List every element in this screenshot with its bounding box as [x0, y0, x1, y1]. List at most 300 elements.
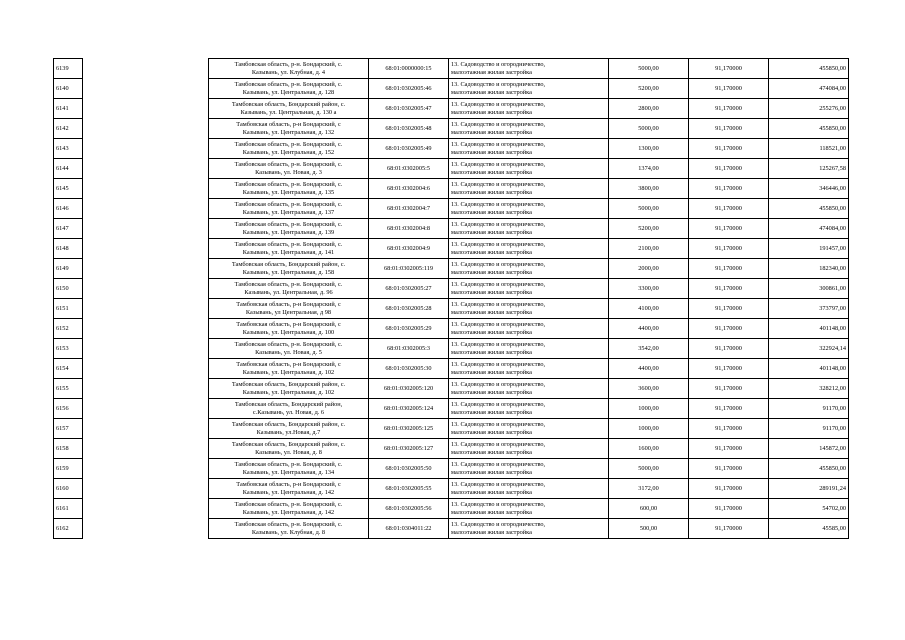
- land-use-line-1: 13. Садоводство и огородничество,: [451, 241, 546, 249]
- area-value: 4100,00: [609, 299, 689, 319]
- row-number: 6156: [54, 399, 83, 419]
- specific-value-rate: 91,170000: [689, 399, 769, 419]
- table-row: [54, 239, 849, 259]
- land-use-line-1: 13. Садоводство и огородничество,: [451, 441, 546, 449]
- cadastral-value: 373797,00: [769, 299, 849, 319]
- land-use-line-1: 13. Садоводство и огородничество,: [451, 501, 546, 509]
- spacer-cell: [83, 459, 209, 479]
- address-cell: [209, 179, 369, 199]
- land-use-line-2: малоэтажная жилая застройка: [451, 528, 532, 536]
- cadastral-number: 68:01:0302005:49: [369, 139, 449, 159]
- address-line-1: Тамбовская область, Бондарский район, с.: [231, 261, 346, 269]
- table-row: [54, 159, 849, 179]
- land-use-cell: [449, 159, 609, 179]
- cadastral-number: 68:01:0302005:27: [369, 279, 449, 299]
- row-number: 6153: [54, 339, 83, 359]
- cadastral-number: 68:01:0302004:7: [369, 199, 449, 219]
- cadastral-value: 125267,58: [769, 159, 849, 179]
- spacer-cell: [83, 239, 209, 259]
- address-line-1: Тамбовская область, р-н. Бондарский, с.: [234, 501, 343, 509]
- address-cell: [209, 299, 369, 319]
- row-number: 6144: [54, 159, 83, 179]
- land-use-line-1: 13. Садоводство и огородничество,: [451, 141, 546, 149]
- land-use-cell: [449, 59, 609, 79]
- area-value: 3600,00: [609, 379, 689, 399]
- area-value: 5000,00: [609, 459, 689, 479]
- land-use-line-1: 13. Садоводство и огородничество,: [451, 61, 546, 69]
- cadastral-value: 45585,00: [769, 519, 849, 539]
- area-value: 1000,00: [609, 399, 689, 419]
- spacer-cell: [83, 319, 209, 339]
- address-line-2: Казывань, ул. Центральная, д. 132: [242, 128, 335, 136]
- land-use-line-1: 13. Садоводство и огородничество,: [451, 481, 546, 489]
- address-cell: [209, 219, 369, 239]
- land-use-line-2: малоэтажная жилая застройка: [451, 228, 532, 236]
- cadastral-number: 68:01:0302005:29: [369, 319, 449, 339]
- table-row: [54, 179, 849, 199]
- row-number: 6158: [54, 439, 83, 459]
- specific-value-rate: 91,170000: [689, 259, 769, 279]
- address-line-1: Тамбовская область, р-н. Бондарский, с.: [234, 161, 343, 169]
- address-line-1: Тамбовская область, р-н. Бондарский, с.: [234, 241, 343, 249]
- row-number: 6139: [54, 59, 83, 79]
- address-line-2: Казывань, ул. Центральная, д. 137: [242, 208, 335, 216]
- cadastral-value: 118521,00: [769, 139, 849, 159]
- table-row: [54, 379, 849, 399]
- cadastral-number: 68:01:0302005:120: [369, 379, 449, 399]
- land-use-cell: [449, 479, 609, 499]
- cadastral-value: 474084,00: [769, 219, 849, 239]
- land-use-line-1: 13. Садоводство и огородничество,: [451, 381, 546, 389]
- land-use-line-2: малоэтажная жилая застройка: [451, 128, 532, 136]
- spacer-cell: [83, 519, 209, 539]
- area-value: 5000,00: [609, 199, 689, 219]
- land-use-cell: [449, 139, 609, 159]
- land-use-line-2: малоэтажная жилая застройка: [451, 428, 532, 436]
- land-use-cell: [449, 119, 609, 139]
- row-number: 6151: [54, 299, 83, 319]
- table-row: [54, 199, 849, 219]
- cadastral-value: 401148,00: [769, 319, 849, 339]
- address-cell: [209, 79, 369, 99]
- address-cell: [209, 259, 369, 279]
- address-line-2: Казывань, ул. Центральная, д. 158: [242, 268, 335, 276]
- address-cell: [209, 99, 369, 119]
- address-cell: [209, 119, 369, 139]
- address-line-2: Казывань, ул. Центральная, д. 142: [242, 508, 335, 516]
- address-line-2: с.Казывань, ул. Новая, д. 6: [252, 408, 325, 416]
- table-row: [54, 499, 849, 519]
- land-use-line-1: 13. Садоводство и огородничество,: [451, 81, 546, 89]
- cadastral-number: 68:01:0302005:56: [369, 499, 449, 519]
- address-cell: [209, 419, 369, 439]
- address-line-2: Казывань, ул. Центральная, д. 102: [242, 368, 335, 376]
- cadastral-value: 191457,00: [769, 239, 849, 259]
- address-line-1: Тамбовская область, р-н Бондарский, с: [236, 481, 341, 489]
- table-body: [54, 59, 849, 539]
- cadastral-number: 68:01:0302005:5: [369, 159, 449, 179]
- specific-value-rate: 91,170000: [689, 459, 769, 479]
- row-number: 6142: [54, 119, 83, 139]
- table-row: [54, 339, 849, 359]
- land-use-line-2: малоэтажная жилая застройка: [451, 248, 532, 256]
- address-cell: [209, 339, 369, 359]
- address-cell: [209, 379, 369, 399]
- spacer-cell: [83, 359, 209, 379]
- row-number: 6148: [54, 239, 83, 259]
- table-row: [54, 459, 849, 479]
- land-use-line-1: 13. Садоводство и огородничество,: [451, 461, 546, 469]
- address-line-2: Казывань, ул. Центральная, д. 100: [242, 328, 335, 336]
- address-line-2: Казывань, ул Центральная, д 98: [245, 308, 332, 316]
- land-use-line-2: малоэтажная жилая застройка: [451, 88, 532, 96]
- land-use-cell: [449, 199, 609, 219]
- table-row: [54, 59, 849, 79]
- cadastral-number: 68:01:0302005:124: [369, 399, 449, 419]
- spacer-cell: [83, 199, 209, 219]
- address-cell: [209, 159, 369, 179]
- area-value: 1300,00: [609, 139, 689, 159]
- land-use-line-1: 13. Садоводство и огородничество,: [451, 421, 546, 429]
- cadastral-number: 68:01:0302005:119: [369, 259, 449, 279]
- spacer-cell: [83, 99, 209, 119]
- cadastral-value: 455850,00: [769, 119, 849, 139]
- land-use-line-2: малоэтажная жилая застройка: [451, 108, 532, 116]
- cadastral-number: 68:01:0302005:30: [369, 359, 449, 379]
- address-line-1: Тамбовская область, р-н. Бондарский, с.: [234, 201, 343, 209]
- table-row: [54, 99, 849, 119]
- land-use-line-2: малоэтажная жилая застройка: [451, 288, 532, 296]
- area-value: 3172,00: [609, 479, 689, 499]
- spacer-cell: [83, 59, 209, 79]
- table-row: [54, 479, 849, 499]
- land-use-line-2: малоэтажная жилая застройка: [451, 448, 532, 456]
- address-cell: [209, 59, 369, 79]
- land-use-cell: [449, 499, 609, 519]
- specific-value-rate: 91,170000: [689, 479, 769, 499]
- specific-value-rate: 91,170000: [689, 279, 769, 299]
- specific-value-rate: 91,170000: [689, 79, 769, 99]
- address-line-1: Тамбовская область, р-н Бондарский, с: [236, 301, 341, 309]
- address-line-1: Тамбовская область, р-н. Бондарский, с.: [234, 461, 343, 469]
- land-use-cell: [449, 99, 609, 119]
- cadastral-value: 255276,00: [769, 99, 849, 119]
- address-line-1: Тамбовская область, р-н Бондарский, с: [236, 361, 341, 369]
- row-number: 6157: [54, 419, 83, 439]
- table-row: [54, 519, 849, 539]
- address-cell: [209, 499, 369, 519]
- row-number: 6140: [54, 79, 83, 99]
- area-value: 1600,00: [609, 439, 689, 459]
- cadastral-number: 68:01:0302005:46: [369, 79, 449, 99]
- specific-value-rate: 91,170000: [689, 179, 769, 199]
- row-number: 6147: [54, 219, 83, 239]
- address-line-2: Казывань, ул. Новая, д. 5: [255, 348, 322, 356]
- land-use-line-2: малоэтажная жилая застройка: [451, 468, 532, 476]
- address-line-1: Тамбовская область, р-н. Бондарский, с.: [234, 181, 343, 189]
- cadastral-value: 182340,00: [769, 259, 849, 279]
- cadastral-value: 322924,14: [769, 339, 849, 359]
- cadastral-value: 300861,00: [769, 279, 849, 299]
- land-use-line-2: малоэтажная жилая застройка: [451, 388, 532, 396]
- address-cell: [209, 459, 369, 479]
- cadastral-number: 68:01:0302005:50: [369, 459, 449, 479]
- spacer-cell: [83, 219, 209, 239]
- spacer-cell: [83, 139, 209, 159]
- spacer-cell: [83, 259, 209, 279]
- cadastral-value: 455850,00: [769, 59, 849, 79]
- land-use-cell: [449, 339, 609, 359]
- land-use-line-1: 13. Садоводство и огородничество,: [451, 281, 546, 289]
- land-use-line-2: малоэтажная жилая застройка: [451, 408, 532, 416]
- land-use-line-1: 13. Садоводство и огородничество,: [451, 201, 546, 209]
- table-row: [54, 399, 849, 419]
- row-number: 6161: [54, 499, 83, 519]
- address-line-2: Казывань, ул. Клубная, д. 8: [251, 528, 326, 536]
- land-use-line-2: малоэтажная жилая застройка: [451, 328, 532, 336]
- row-number: 6160: [54, 479, 83, 499]
- specific-value-rate: 91,170000: [689, 299, 769, 319]
- spacer-cell: [83, 79, 209, 99]
- area-value: 500,00: [609, 519, 689, 539]
- address-line-1: Тамбовская область, Бондарский район, с.: [231, 101, 346, 109]
- area-value: 3800,00: [609, 179, 689, 199]
- spacer-cell: [83, 419, 209, 439]
- specific-value-rate: 91,170000: [689, 99, 769, 119]
- spacer-cell: [83, 339, 209, 359]
- cadastral-value: 289191,24: [769, 479, 849, 499]
- land-use-line-2: малоэтажная жилая застройка: [451, 488, 532, 496]
- land-use-line-1: 13. Садоводство и огородничество,: [451, 521, 546, 529]
- cadastral-value: 145872,00: [769, 439, 849, 459]
- spacer-cell: [83, 399, 209, 419]
- address-cell: [209, 279, 369, 299]
- cadastral-number: 68:01:0302005:125: [369, 419, 449, 439]
- address-line-2: Казывань, ул. Центральная, д. 128: [242, 88, 335, 96]
- address-line-2: Казывань, ул. Новая, д. 3: [255, 168, 322, 176]
- cadastral-number: 68:01:0000000:15: [369, 59, 449, 79]
- spacer-cell: [83, 119, 209, 139]
- specific-value-rate: 91,170000: [689, 439, 769, 459]
- specific-value-rate: 91,170000: [689, 59, 769, 79]
- area-value: 5200,00: [609, 79, 689, 99]
- land-use-cell: [449, 399, 609, 419]
- address-line-1: Тамбовская область, Бондарский район, с.: [231, 381, 346, 389]
- cadastral-number: 68:01:0302005:48: [369, 119, 449, 139]
- cadastral-number: 68:01:0302005:55: [369, 479, 449, 499]
- cadastral-number: 68:01:0302004:8: [369, 219, 449, 239]
- land-use-cell: [449, 239, 609, 259]
- address-line-2: Казывань, ул. Центральная, д. 152: [242, 148, 335, 156]
- address-line-2: Казывань, ул. Центральная, д. 102: [242, 388, 335, 396]
- address-line-1: Тамбовская область, р-н. Бондарский, с.: [234, 141, 343, 149]
- spacer-cell: [83, 479, 209, 499]
- specific-value-rate: 91,170000: [689, 139, 769, 159]
- land-use-cell: [449, 279, 609, 299]
- land-use-line-2: малоэтажная жилая застройка: [451, 508, 532, 516]
- address-line-1: Тамбовская область, р-н. Бондарский, с.: [234, 61, 343, 69]
- land-use-line-2: малоэтажная жилая застройка: [451, 368, 532, 376]
- spacer-cell: [83, 179, 209, 199]
- address-cell: [209, 519, 369, 539]
- land-use-line-2: малоэтажная жилая застройка: [451, 148, 532, 156]
- land-use-line-2: малоэтажная жилая застройка: [451, 188, 532, 196]
- specific-value-rate: 91,170000: [689, 319, 769, 339]
- row-number: 6145: [54, 179, 83, 199]
- address-line-2: Казывань, ул. Центральная, д. 139: [242, 228, 335, 236]
- address-line-1: Тамбовская область, р-н. Бондарский, с.: [234, 341, 343, 349]
- land-use-line-1: 13. Садоводство и огородничество,: [451, 301, 546, 309]
- area-value: 5200,00: [609, 219, 689, 239]
- area-value: 1374,00: [609, 159, 689, 179]
- address-cell: [209, 359, 369, 379]
- area-value: 600,00: [609, 499, 689, 519]
- area-value: 5000,00: [609, 59, 689, 79]
- land-use-line-1: 13. Садоводство и огородничество,: [451, 361, 546, 369]
- cadastral-number: 68:01:0302005:47: [369, 99, 449, 119]
- specific-value-rate: 91,170000: [689, 339, 769, 359]
- cadastral-number: 68:01:0302004:9: [369, 239, 449, 259]
- land-cadastral-value-table: [53, 58, 849, 539]
- table-row: [54, 259, 849, 279]
- address-line-1: Тамбовская область, р-н. Бондарский, с.: [234, 81, 343, 89]
- land-use-cell: [449, 439, 609, 459]
- cadastral-value: 328212,00: [769, 379, 849, 399]
- address-line-2: Казывань, ул. Новая, д. 8: [255, 448, 322, 456]
- address-line-2: Казывань, ул. Центральная, д. 135: [242, 188, 335, 196]
- specific-value-rate: 91,170000: [689, 119, 769, 139]
- address-line-2: Казывань, ул.Новая, д.7: [256, 428, 321, 436]
- land-use-line-2: малоэтажная жилая застройка: [451, 268, 532, 276]
- cadastral-value: 455850,00: [769, 459, 849, 479]
- table-row: [54, 359, 849, 379]
- table-row: [54, 219, 849, 239]
- cadastral-value: 346446,00: [769, 179, 849, 199]
- area-value: 5000,00: [609, 119, 689, 139]
- land-use-line-1: 13. Садоводство и огородничество,: [451, 161, 546, 169]
- cadastral-value: 91170,00: [769, 399, 849, 419]
- land-use-line-2: малоэтажная жилая застройка: [451, 68, 532, 76]
- specific-value-rate: 91,170000: [689, 519, 769, 539]
- address-line-1: Тамбовская область, Бондарский район, с.: [231, 441, 346, 449]
- cadastral-number: 68:01:0302005:127: [369, 439, 449, 459]
- table-row: [54, 319, 849, 339]
- row-number: 6162: [54, 519, 83, 539]
- land-use-line-1: 13. Садоводство и огородничество,: [451, 341, 546, 349]
- specific-value-rate: 91,170000: [689, 239, 769, 259]
- cadastral-number: 68:01:0302004:6: [369, 179, 449, 199]
- table-row: [54, 299, 849, 319]
- address-line-2: Казывань, ул. Клубная, д. 4: [251, 68, 326, 76]
- row-number: 6154: [54, 359, 83, 379]
- address-line-2: Казывань, ул. Центральная, д. 142: [242, 488, 335, 496]
- land-use-line-2: малоэтажная жилая застройка: [451, 308, 532, 316]
- cadastral-value: 474084,00: [769, 79, 849, 99]
- row-number: 6149: [54, 259, 83, 279]
- land-use-cell: [449, 79, 609, 99]
- address-line-1: Тамбовская область, р-н. Бондарский, с.: [234, 521, 343, 529]
- table-row: [54, 79, 849, 99]
- area-value: 2100,00: [609, 239, 689, 259]
- table-row: [54, 119, 849, 139]
- land-use-cell: [449, 259, 609, 279]
- address-line-1: Тамбовская область, р-н. Бондарский, с.: [234, 221, 343, 229]
- land-use-cell: [449, 419, 609, 439]
- table-row: [54, 139, 849, 159]
- row-number: 6141: [54, 99, 83, 119]
- address-cell: [209, 239, 369, 259]
- address-line-2: Казывань, ул. Центральная, д. 141: [242, 248, 335, 256]
- specific-value-rate: 91,170000: [689, 159, 769, 179]
- area-value: 3542,00: [609, 339, 689, 359]
- specific-value-rate: 91,170000: [689, 379, 769, 399]
- address-line-1: Тамбовская область, Бондарский район,: [234, 401, 343, 409]
- land-use-line-1: 13. Садоводство и огородничество,: [451, 221, 546, 229]
- area-value: 3300,00: [609, 279, 689, 299]
- land-use-cell: [449, 299, 609, 319]
- specific-value-rate: 91,170000: [689, 419, 769, 439]
- address-cell: [209, 139, 369, 159]
- land-use-line-2: малоэтажная жилая застройка: [451, 348, 532, 356]
- address-cell: [209, 199, 369, 219]
- spacer-cell: [83, 159, 209, 179]
- specific-value-rate: 91,170000: [689, 499, 769, 519]
- land-use-line-1: 13. Садоводство и огородничество,: [451, 261, 546, 269]
- cadastral-value: 54702,00: [769, 499, 849, 519]
- address-line-2: Казывань, ул. Центральная, д. 130 а: [240, 108, 337, 116]
- land-use-cell: [449, 319, 609, 339]
- spacer-cell: [83, 299, 209, 319]
- table-row: [54, 419, 849, 439]
- land-use-line-1: 13. Садоводство и огородничество,: [451, 321, 546, 329]
- area-value: 2000,00: [609, 259, 689, 279]
- specific-value-rate: 91,170000: [689, 199, 769, 219]
- row-number: 6150: [54, 279, 83, 299]
- row-number: 6143: [54, 139, 83, 159]
- address-cell: [209, 319, 369, 339]
- row-number: 6152: [54, 319, 83, 339]
- row-number: 6155: [54, 379, 83, 399]
- address-line-2: Казывань, ул. Центральная, д. 96: [244, 288, 333, 296]
- land-use-cell: [449, 459, 609, 479]
- specific-value-rate: 91,170000: [689, 359, 769, 379]
- address-line-1: Тамбовская область, р-н Бондарский, с: [236, 321, 341, 329]
- land-use-cell: [449, 219, 609, 239]
- area-value: 4400,00: [609, 359, 689, 379]
- cadastral-number: 68:01:0302005:3: [369, 339, 449, 359]
- spacer-cell: [83, 439, 209, 459]
- address-cell: [209, 479, 369, 499]
- address-line-2: Казывань, ул. Центральная, д. 134: [242, 468, 335, 476]
- land-use-line-1: 13. Садоводство и огородничество,: [451, 401, 546, 409]
- row-number: 6146: [54, 199, 83, 219]
- land-use-cell: [449, 359, 609, 379]
- address-line-1: Тамбовская область, р-н Бондарский, с: [236, 121, 341, 129]
- land-use-line-2: малоэтажная жилая застройка: [451, 168, 532, 176]
- row-number: 6159: [54, 459, 83, 479]
- cadastral-number: 68:01:0304011:22: [369, 519, 449, 539]
- table-row: [54, 439, 849, 459]
- land-use-cell: [449, 379, 609, 399]
- spacer-cell: [83, 499, 209, 519]
- area-value: 2800,00: [609, 99, 689, 119]
- table-row: [54, 279, 849, 299]
- area-value: 4400,00: [609, 319, 689, 339]
- land-use-cell: [449, 519, 609, 539]
- land-use-line-1: 13. Садоводство и огородничество,: [451, 121, 546, 129]
- land-use-line-1: 13. Садоводство и огородничество,: [451, 181, 546, 189]
- address-line-1: Тамбовская область, Бондарский район, с.: [231, 421, 346, 429]
